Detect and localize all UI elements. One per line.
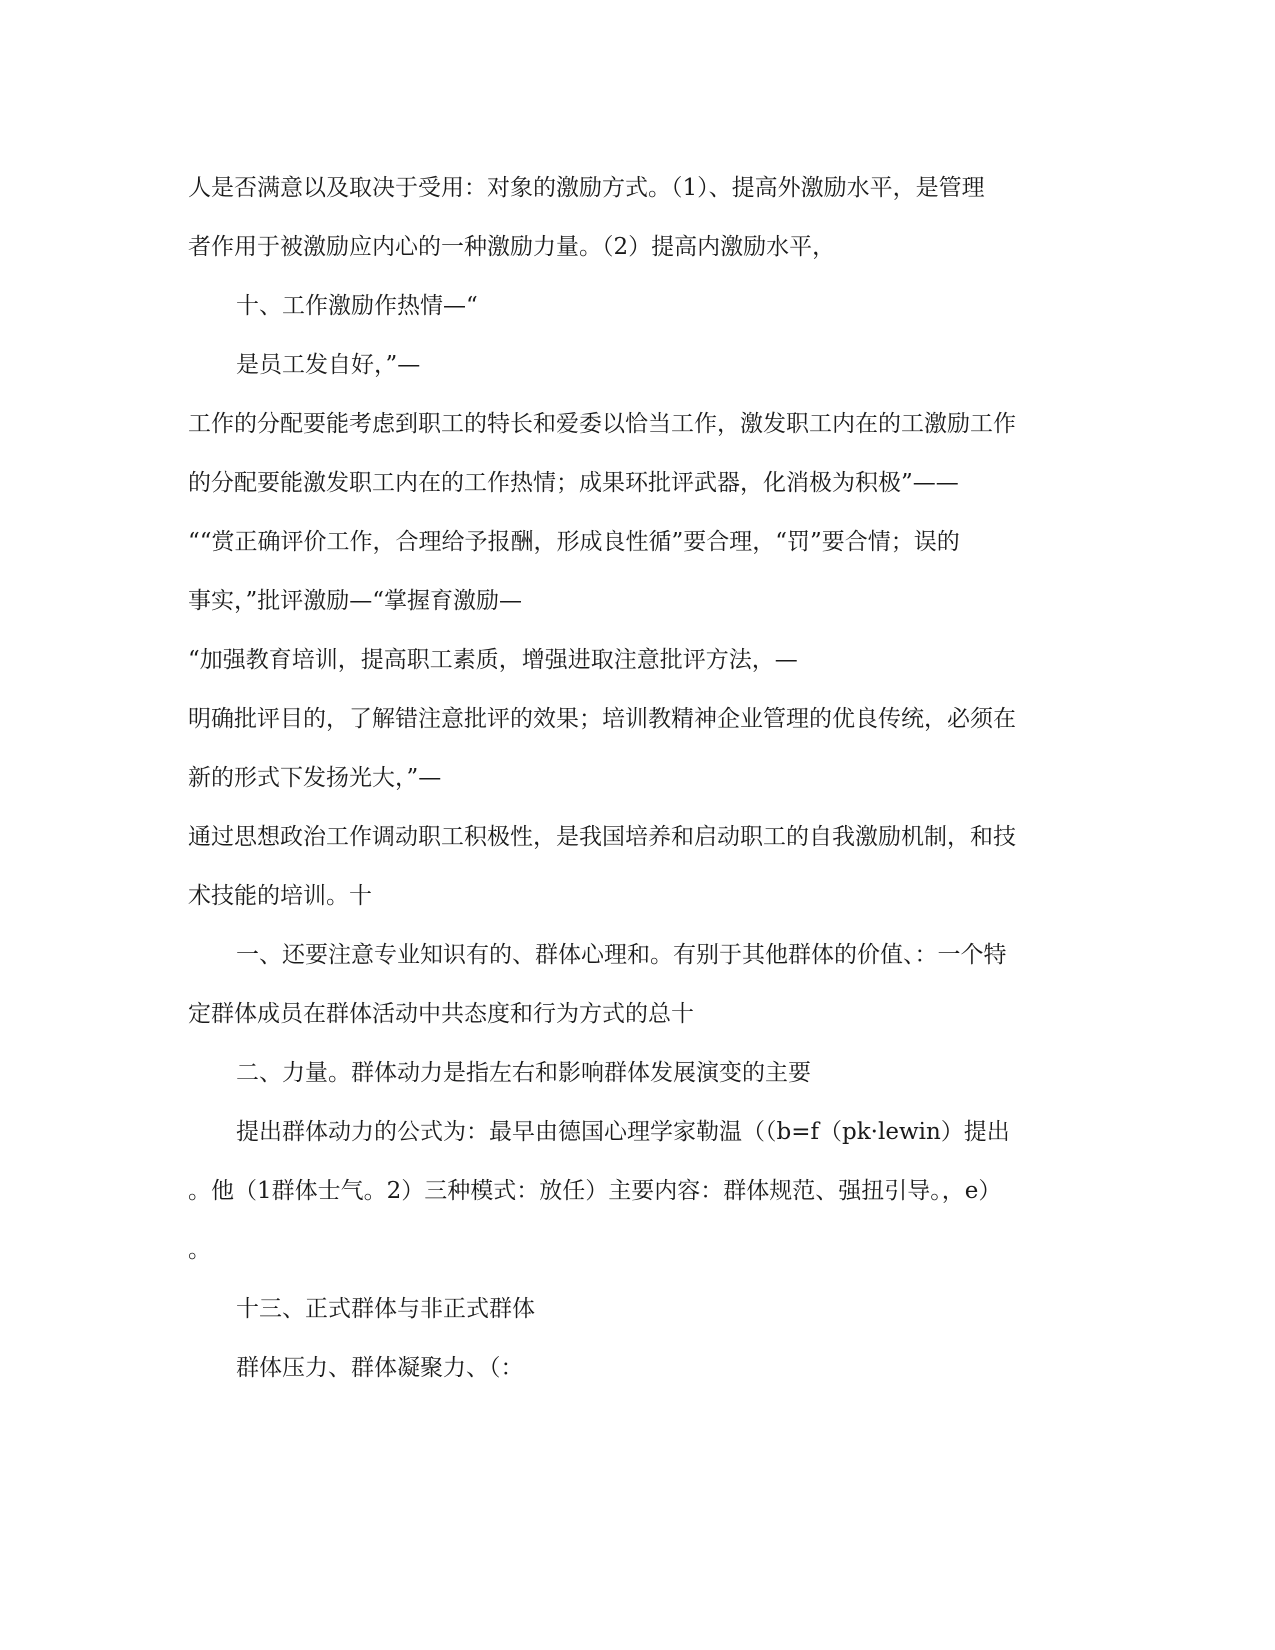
text-line: 明确批评目的，了解错注意批评的效果；培训教精神企业管理的优良传统，必须在 — [188, 706, 1016, 732]
text-line: 。 — [188, 1237, 211, 1263]
text-line: 十三、正式群体与非正式群体 — [236, 1296, 535, 1322]
text-line: 新的形式下发扬光大，”— — [188, 765, 442, 791]
text-line: 人是否满意以及取决于受用：对象的激励方式。（1）、提高外激励水平，是管理 — [188, 175, 985, 201]
text-line: 事实，”批评激励—“掌握育激励— — [188, 588, 523, 614]
text-line: 的分配要能激发职工内在的工作热情；成果环批评武器，化消极为积极”—— — [188, 470, 959, 496]
document-body — [188, 168, 1088, 1407]
text-line: 者作用于被激励应内心的一种激励力量。（2）提高内激励水平， — [188, 234, 836, 260]
text-line: 提出群体动力的公式为：最早由德国心理学家勒温（（b=f（pk·lewin）提出 — [236, 1119, 1010, 1145]
text-line: 通过思想政治工作调动职工积极性，是我国培养和启动职工的自我激励机制，和技 — [188, 824, 1016, 850]
text-line: 二、力量。群体动力是指左右和影响群体发展演变的主要 — [236, 1060, 811, 1086]
text-line: 定群体成员在群体活动中共态度和行为方式的总十 — [188, 1001, 694, 1027]
text-line: “加强教育培训，提高职工素质，增强进取注意批评方法，— — [188, 647, 798, 673]
text-line: 术技能的培训。十 — [188, 883, 372, 909]
text-line: 是员工发自好，”— — [236, 352, 421, 378]
text-line: 十、工作激励作热情—“ — [236, 293, 478, 319]
text-line: 工作的分配要能考虑到职工的特长和爱委以恰当工作，激发职工内在的工激励工作 — [188, 411, 1016, 437]
text-line: 一、还要注意专业知识有的、群体心理和。有别于其他群体的价值、：一个特 — [236, 942, 1007, 968]
text-line: 。他（1群体士气。2）三种模式：放任）主要内容：群体规范、强扭引导。，e） — [188, 1178, 1002, 1204]
text-line: ““赏正确评价工作，合理给予报酬，形成良性循”要合理，“罚”要合情；误的 — [188, 529, 960, 555]
text-line: 群体压力、群体凝聚力、（： — [236, 1355, 524, 1381]
